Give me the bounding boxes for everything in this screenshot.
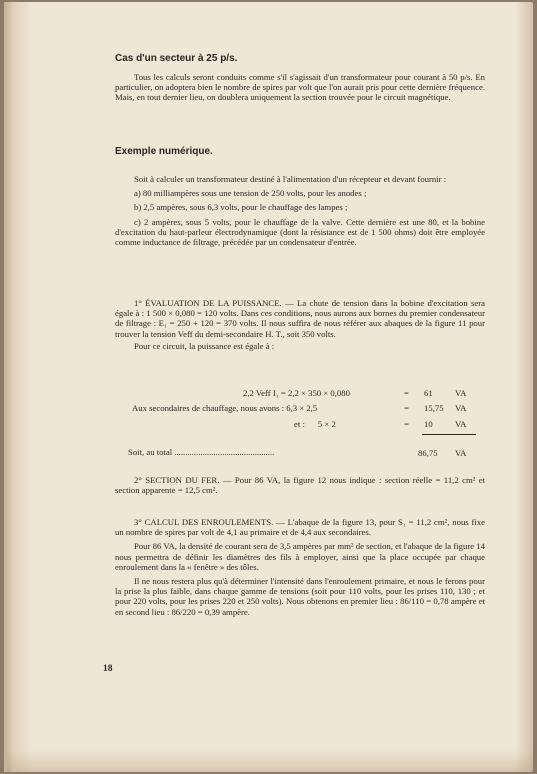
item-c: c) 2 ampères, sous 5 volts, pour le chauffage de la valve. Cette dernière est une 80, et la bobine d'excitation du haut-parleur électrodynamique (dont la résistance est de 1 500 ohms) doit être employée comme inductance de filtrage, précédée par un condensateur d'entrée. (115, 216, 485, 248)
section-1-text: — La chute de tension dans la bobine d'excitation sera égale à : 1 500 × 0,080 = 120 volts. Dans ces conditions, nous aurons aux bornes du premier condensateur de filtrage : E₁ = 250 + 120 = 370 volts. Il nous suffira de nous référer aux abaques de la figure 11 pour trouver la tension Veff du demi-secondaire H. T., soit 350 volts. (115, 298, 485, 339)
section-1-heading: 1° ÉVALUATION DE LA PUISSANCE. (134, 298, 282, 308)
calc-total-unit: VA (455, 448, 467, 458)
calc-row2-unit: VA (455, 403, 467, 413)
calc-row3-left: et : 5 × 2 (294, 419, 336, 429)
section-1-pour: Pour ce circuit, la puissance est égale à : (134, 340, 275, 351)
section-3-p3: Il ne nous restera plus qu'à déterminer l'intensité dans l'enroulement primaire, et nous le ferons pour la prise la plus faible, dans chaque gamme de tensions (soit pour 110 volts, pour les prises 110, 130 ; et pour 220 volts, pour les prises 220 et 250 volts). Nous obtenons en premier lieu : 86/110 = 0,78 ampère et en second lieu : 86/220 = 0,39 ampère. (115, 576, 485, 617)
calc-row1-val: 61 (424, 388, 433, 398)
item-a: a) 80 milliampères sous une tension de 250 volts, pour les anodes ; (134, 188, 367, 199)
page-left-edge (4, 2, 7, 772)
calc-row3-eq: = (404, 419, 409, 429)
calc-row3-unit: VA (455, 419, 467, 429)
section-3-text: — L'abaque de la figure 13, pour S₁ = 11,2 cm², nous fixe un nombre de spires par volt de 4,1 au primaire et de 4,4 aux secondaires. (115, 517, 485, 538)
section-25-heading: Cas d'un secteur à 25 p/s. (115, 53, 238, 64)
item-b: b) 2,5 ampères, sous 6,3 volts, pour le chauffage des lampes ; (134, 202, 348, 213)
calc-row1-left: 2,2 Veff I₁ = 2,2 × 350 × 0,080 (243, 388, 350, 398)
page-number: 18 (103, 664, 113, 674)
example-body (115, 174, 485, 247)
section-2-heading: 2° SECTION DU FER. (134, 475, 220, 485)
section-3 (115, 517, 485, 617)
section-2 (115, 475, 485, 495)
sum-rule (422, 434, 476, 435)
book-page (4, 2, 533, 772)
calc-row1-eq: = (404, 388, 409, 398)
calc-row3-val: 10 (424, 419, 433, 429)
calc-row2-left: Aux secondaires de chauffage, nous avons : 6,3 × 2,5 (132, 403, 318, 413)
calc-total-val: 86,75 (418, 448, 438, 458)
section-25-body: Tous les calculs seront conduits comme s'il s'agissait d'un transformateur pour courant à 50 p/s. En particulier, on adoptera bien le nombre de spires par volt que l'on aurait pris pour cette dernière fréquence. Mais, en tout dernier lieu, on doublera uniquement la section trouvée pour le circuit magnétique. (115, 72, 485, 103)
example-intro: Soit à calculer un transformateur destiné à l'alimentation d'un récepteur et devant fournir : (134, 174, 447, 184)
example-heading: Exemple numérique. (115, 146, 213, 157)
section-3-heading: 3° CALCUL DES ENROULEMENTS. (134, 517, 274, 527)
section-2-text: — Pour 86 VA, la figure 12 nous indique : section réelle = 11,2 cm² et section apparente = 12,5 cm². (115, 475, 485, 496)
section-1 (115, 298, 485, 351)
calc-row1-unit: VA (455, 388, 467, 398)
calc-row2-val: 15,75 (424, 403, 444, 413)
calc-row2-eq: = (404, 403, 409, 413)
calc-total-left: Soit, au total .............................................. (128, 447, 275, 457)
section-3-p2: Pour 86 VA, la densité de courant sera de 3,5 ampères par mm² de section, et l'abaque de la figure 14 nous permettra de définir les diamètres des fils à employer, ainsi que la place occupée par chaque enroulement dans la « fenêtre » des tôles. (115, 541, 485, 572)
